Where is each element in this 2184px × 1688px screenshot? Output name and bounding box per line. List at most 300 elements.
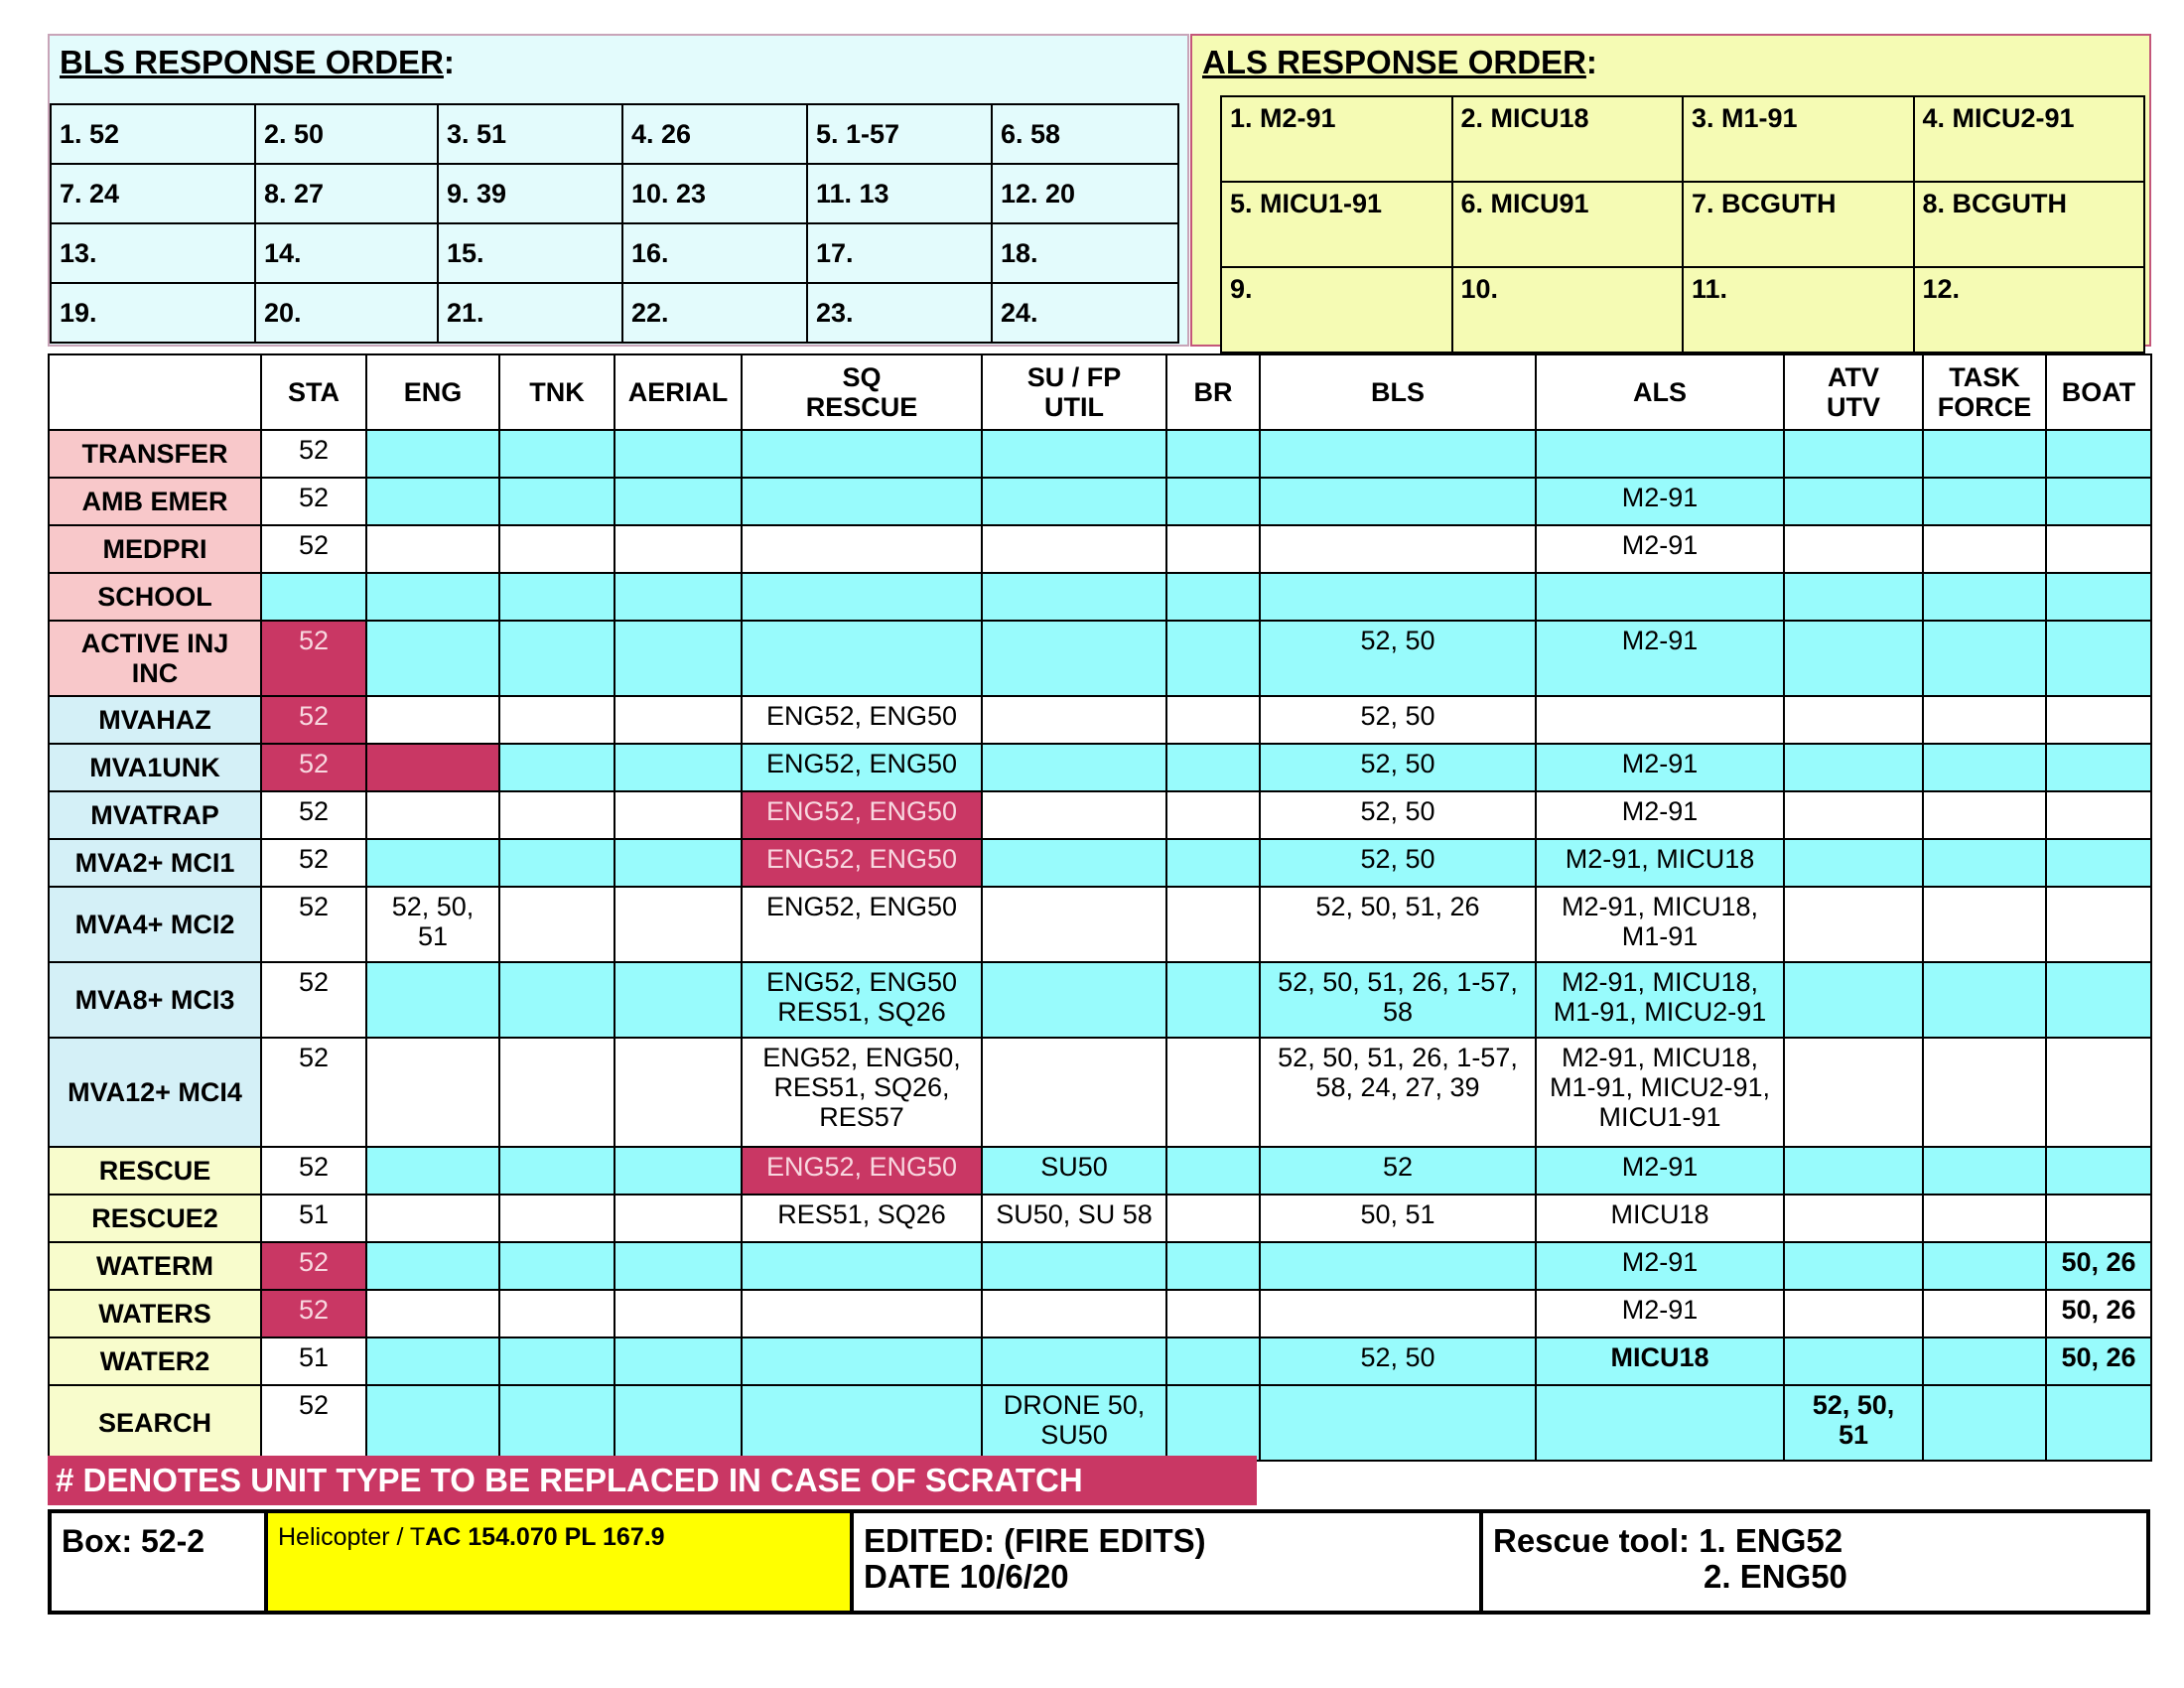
- table-cell: [1923, 962, 2046, 1038]
- table-cell: [1166, 1337, 1260, 1385]
- table-cell: 50, 26: [2046, 1290, 2151, 1337]
- table-cell: DRONE 50, SU50: [982, 1385, 1166, 1461]
- table-row: [49, 621, 2151, 696]
- table-cell: 50, 26: [2046, 1242, 2151, 1290]
- table-cell: ENG52, ENG50: [742, 744, 982, 791]
- table-cell: 52: [261, 1147, 366, 1195]
- als-order-row: [1221, 96, 2144, 182]
- table-cell: [499, 791, 614, 839]
- table-cell: [366, 1195, 499, 1242]
- helicopter-frequency: Helicopter / TAC 154.070 PL 167.9: [268, 1513, 854, 1611]
- table-cell: 52, 50: [1260, 744, 1536, 791]
- edited-label: EDITED: (FIRE EDITS): [864, 1522, 1206, 1559]
- table-cell: [366, 696, 499, 744]
- table-cell: [982, 791, 1166, 839]
- table-cell: M2-91, MICU18, M1-91, MICU2-91, MICU1-91: [1536, 1038, 1784, 1147]
- table-cell: [742, 1290, 982, 1337]
- table-cell: [2046, 1038, 2151, 1147]
- table-cell: [1784, 696, 1923, 744]
- table-cell: M2-91, MICU18: [1536, 839, 1784, 887]
- table-cell: [2046, 962, 2151, 1038]
- table-cell: [1923, 1147, 2046, 1195]
- table-cell: [1784, 1038, 1923, 1147]
- table-cell: [1923, 1290, 2046, 1337]
- table-cell: 52, 50: [1260, 791, 1536, 839]
- table-cell: SU50: [982, 1147, 1166, 1195]
- bls-order-row: [51, 223, 1178, 283]
- table-cell: [499, 573, 614, 621]
- table-cell: M2-91: [1536, 744, 1784, 791]
- table-row: [49, 525, 2151, 573]
- table-cell: [366, 525, 499, 573]
- table-cell: [614, 839, 742, 887]
- table-cell: ENG52, ENG50: [742, 696, 982, 744]
- table-cell: [1536, 573, 1784, 621]
- table-cell: [1166, 1038, 1260, 1147]
- table-cell: [366, 839, 499, 887]
- bls-order-grid: [50, 103, 1179, 344]
- row-label: MEDPRI: [49, 525, 261, 573]
- table-cell: [1923, 744, 2046, 791]
- table-cell: [1536, 430, 1784, 478]
- table-cell: [366, 1147, 499, 1195]
- scratch-note: # DENOTES UNIT TYPE TO BE REPLACED IN CASE OF SCRATCH: [48, 1456, 1257, 1505]
- edit-info: [854, 1513, 1483, 1611]
- als-order-grid: [1220, 95, 2145, 353]
- table-cell: [742, 573, 982, 621]
- table-cell: 51: [261, 1195, 366, 1242]
- row-label: ACTIVE INJ INC: [49, 621, 261, 696]
- table-cell: ENG52, ENG50: [742, 887, 982, 962]
- table-cell: [2046, 839, 2151, 887]
- bls-order-cell: 15.: [438, 223, 622, 283]
- table-cell: [1784, 621, 1923, 696]
- table-row: [49, 1242, 2151, 1290]
- table-row: [49, 1147, 2151, 1195]
- table-cell: [1784, 1290, 1923, 1337]
- table-cell: [982, 525, 1166, 573]
- als-order-row: [1221, 182, 2144, 267]
- table-cell: RES51, SQ26: [742, 1195, 982, 1242]
- bls-order-cell: 3. 51: [438, 104, 622, 164]
- table-cell: [2046, 525, 2151, 573]
- als-order-cell: 10.: [1452, 267, 1684, 352]
- table-cell: [366, 621, 499, 696]
- table-cell: 52: [261, 696, 366, 744]
- row-label: MVA8+ MCI3: [49, 962, 261, 1038]
- table-cell: [614, 573, 742, 621]
- table-row: [49, 1337, 2151, 1385]
- table-cell: [614, 962, 742, 1038]
- table-cell: [982, 1337, 1166, 1385]
- table-cell: [1923, 430, 2046, 478]
- table-cell: [1166, 887, 1260, 962]
- column-header: SU / FP UTIL: [982, 354, 1166, 430]
- table-cell: [982, 962, 1166, 1038]
- column-header: AERIAL: [614, 354, 742, 430]
- table-cell: [1260, 573, 1536, 621]
- table-cell: [614, 621, 742, 696]
- table-row: [49, 744, 2151, 791]
- table-cell: [2046, 744, 2151, 791]
- table-cell: 52: [261, 887, 366, 962]
- table-row: [49, 696, 2151, 744]
- table-cell: [1260, 478, 1536, 525]
- table-cell: [1923, 573, 2046, 621]
- table-cell: [614, 525, 742, 573]
- table-cell: [614, 744, 742, 791]
- table-cell: [1260, 430, 1536, 478]
- table-cell: [366, 1242, 499, 1290]
- table-cell: [366, 430, 499, 478]
- als-order-cell: 12.: [1914, 267, 2145, 352]
- table-cell: [1166, 696, 1260, 744]
- table-cell: [1166, 1195, 1260, 1242]
- table-cell: [1784, 573, 1923, 621]
- table-cell: [1166, 430, 1260, 478]
- table-cell: [1166, 478, 1260, 525]
- table-cell: [614, 1147, 742, 1195]
- row-label: AMB EMER: [49, 478, 261, 525]
- table-cell: [614, 887, 742, 962]
- table-cell: [614, 1290, 742, 1337]
- table-cell: [499, 744, 614, 791]
- table-cell: [1923, 791, 2046, 839]
- table-cell: [742, 525, 982, 573]
- table-cell: [1923, 839, 2046, 887]
- table-cell: [1923, 478, 2046, 525]
- table-cell: M2-91: [1536, 1147, 1784, 1195]
- table-cell: [614, 1385, 742, 1461]
- table-cell: [366, 1337, 499, 1385]
- table-cell: [499, 1195, 614, 1242]
- table-row: [49, 839, 2151, 887]
- table-cell: [614, 1195, 742, 1242]
- table-cell: [1784, 1337, 1923, 1385]
- table-cell: [982, 621, 1166, 696]
- table-cell: [982, 430, 1166, 478]
- als-order-cell: 8. BCGUTH: [1914, 182, 2145, 267]
- table-cell: [2046, 430, 2151, 478]
- column-header: ATV UTV: [1784, 354, 1923, 430]
- table-cell: [1784, 791, 1923, 839]
- table-cell: MICU18: [1536, 1195, 1784, 1242]
- table-cell: 52: [261, 1038, 366, 1147]
- table-cell: [366, 791, 499, 839]
- table-cell: [499, 839, 614, 887]
- table-row: [49, 1290, 2151, 1337]
- row-label: RESCUE2: [49, 1195, 261, 1242]
- table-cell: [1784, 1195, 1923, 1242]
- bls-order-cell: 13.: [51, 223, 255, 283]
- table-cell: SU50, SU 58: [982, 1195, 1166, 1242]
- table-row: [49, 430, 2151, 478]
- table-cell: 52: [1260, 1147, 1536, 1195]
- row-label: MVA2+ MCI1: [49, 839, 261, 887]
- als-order-cell: 7. BCGUTH: [1683, 182, 1914, 267]
- bls-order-cell: 20.: [255, 283, 438, 343]
- bls-order-cell: 7. 24: [51, 164, 255, 223]
- table-cell: [1923, 621, 2046, 696]
- table-cell: M2-91: [1536, 791, 1784, 839]
- table-cell: [2046, 621, 2151, 696]
- table-cell: [1923, 525, 2046, 573]
- column-header: BLS: [1260, 354, 1536, 430]
- table-cell: ENG52, ENG50: [742, 839, 982, 887]
- table-cell: [982, 839, 1166, 887]
- dispatch-table-header: [49, 354, 2151, 430]
- table-cell: 52, 50: [1260, 839, 1536, 887]
- table-cell: [1166, 525, 1260, 573]
- table-cell: [742, 1242, 982, 1290]
- row-label: TRANSFER: [49, 430, 261, 478]
- table-cell: 52, 50, 51: [1784, 1385, 1923, 1461]
- table-cell: [499, 525, 614, 573]
- table-cell: [1166, 1385, 1260, 1461]
- table-cell: M2-91: [1536, 621, 1784, 696]
- table-cell: [1923, 1337, 2046, 1385]
- table-cell: 52: [261, 621, 366, 696]
- row-label: SEARCH: [49, 1385, 261, 1461]
- table-cell: [1260, 1385, 1536, 1461]
- table-cell: [1923, 887, 2046, 962]
- table-cell: [614, 1038, 742, 1147]
- row-label: MVA4+ MCI2: [49, 887, 261, 962]
- table-cell: [366, 1290, 499, 1337]
- table-cell: [982, 744, 1166, 791]
- table-cell: [1784, 1147, 1923, 1195]
- table-row: [49, 1385, 2151, 1461]
- bls-order-row: [51, 283, 1178, 343]
- row-label: MVA1UNK: [49, 744, 261, 791]
- table-cell: 50, 26: [2046, 1337, 2151, 1385]
- als-order-row: [1221, 267, 2144, 352]
- table-cell: [1166, 1290, 1260, 1337]
- table-cell: ENG52, ENG50, RES51, SQ26, RES57: [742, 1038, 982, 1147]
- table-cell: 52, 50: [1260, 1337, 1536, 1385]
- table-cell: [499, 1290, 614, 1337]
- column-header: ALS: [1536, 354, 1784, 430]
- table-cell: [1784, 1242, 1923, 1290]
- table-cell: [742, 1337, 982, 1385]
- bls-title: BLS RESPONSE ORDER:: [60, 44, 455, 80]
- bls-order-cell: 12. 20: [992, 164, 1178, 223]
- table-cell: [499, 621, 614, 696]
- table-cell: [1260, 1242, 1536, 1290]
- column-header: TASK FORCE: [1923, 354, 2046, 430]
- footer: [48, 1509, 2150, 1615]
- bls-order-cell: 18.: [992, 223, 1178, 283]
- table-cell: [499, 887, 614, 962]
- table-cell: [614, 478, 742, 525]
- table-cell: [1166, 573, 1260, 621]
- column-header: SQ RESCUE: [742, 354, 982, 430]
- table-cell: 52: [261, 478, 366, 525]
- table-cell: 52: [261, 525, 366, 573]
- table-cell: M2-91, MICU18, M1-91, MICU2-91: [1536, 962, 1784, 1038]
- table-cell: [366, 478, 499, 525]
- table-cell: [1166, 621, 1260, 696]
- row-label: WATER2: [49, 1337, 261, 1385]
- table-cell: [1923, 1385, 2046, 1461]
- table-cell: [1923, 1242, 2046, 1290]
- table-cell: [742, 1385, 982, 1461]
- table-cell: [1784, 839, 1923, 887]
- table-cell: [2046, 478, 2151, 525]
- table-cell: [366, 962, 499, 1038]
- table-cell: [614, 791, 742, 839]
- table-cell: [1784, 430, 1923, 478]
- table-cell: [366, 1038, 499, 1147]
- bls-response-order-panel: [48, 34, 1189, 347]
- table-cell: ENG52, ENG50: [742, 791, 982, 839]
- box-number: Box: 52-2: [52, 1513, 268, 1611]
- table-cell: 52, 50, 51, 26: [1260, 887, 1536, 962]
- column-header: STA: [261, 354, 366, 430]
- column-header: BOAT: [2046, 354, 2151, 430]
- table-cell: M2-91: [1536, 478, 1784, 525]
- table-cell: [2046, 1147, 2151, 1195]
- table-cell: [261, 573, 366, 621]
- bls-order-cell: 10. 23: [622, 164, 807, 223]
- row-label: MVATRAP: [49, 791, 261, 839]
- bls-order-cell: 14.: [255, 223, 438, 283]
- table-cell: [499, 1385, 614, 1461]
- table-cell: [366, 1385, 499, 1461]
- table-cell: ENG52, ENG50 RES51, SQ26: [742, 962, 982, 1038]
- bls-order-row: [51, 104, 1178, 164]
- table-cell: 52: [261, 839, 366, 887]
- table-cell: [614, 1337, 742, 1385]
- table-cell: 52: [261, 1290, 366, 1337]
- als-order-cell: 1. M2-91: [1221, 96, 1452, 182]
- table-cell: [614, 1242, 742, 1290]
- table-cell: M2-91, MICU18, M1-91: [1536, 887, 1784, 962]
- table-row: [49, 1038, 2151, 1147]
- bls-order-cell: 6. 58: [992, 104, 1178, 164]
- row-label: WATERS: [49, 1290, 261, 1337]
- table-cell: [982, 887, 1166, 962]
- table-cell: [982, 1038, 1166, 1147]
- table-cell: [614, 430, 742, 478]
- table-cell: [1784, 887, 1923, 962]
- table-cell: M2-91: [1536, 525, 1784, 573]
- table-cell: [499, 430, 614, 478]
- bls-order-cell: 24.: [992, 283, 1178, 343]
- table-cell: [2046, 1195, 2151, 1242]
- table-cell: [2046, 887, 2151, 962]
- table-cell: [2046, 1385, 2151, 1461]
- table-cell: [1166, 1147, 1260, 1195]
- table-cell: [1923, 1038, 2046, 1147]
- table-cell: ENG52, ENG50: [742, 1147, 982, 1195]
- column-header: ENG: [366, 354, 499, 430]
- table-cell: 52: [261, 430, 366, 478]
- table-cell: 52: [261, 744, 366, 791]
- row-label: RESCUE: [49, 1147, 261, 1195]
- table-cell: 50, 51: [1260, 1195, 1536, 1242]
- table-cell: [982, 1290, 1166, 1337]
- table-cell: 52, 50, 51, 26, 1-57, 58: [1260, 962, 1536, 1038]
- edit-date: DATE 10/6/20: [864, 1558, 1069, 1595]
- table-cell: [1166, 791, 1260, 839]
- bls-order-cell: 16.: [622, 223, 807, 283]
- table-cell: [1784, 525, 1923, 573]
- table-cell: MICU18: [1536, 1337, 1784, 1385]
- als-title: ALS RESPONSE ORDER:: [1202, 44, 1597, 80]
- table-cell: [2046, 573, 2151, 621]
- als-order-cell: 9.: [1221, 267, 1452, 352]
- table-row: [49, 573, 2151, 621]
- table-cell: [1166, 744, 1260, 791]
- table-cell: [1166, 962, 1260, 1038]
- table-cell: [982, 696, 1166, 744]
- bls-order-cell: 4. 26: [622, 104, 807, 164]
- table-cell: [366, 744, 499, 791]
- bls-order-cell: 22.: [622, 283, 807, 343]
- column-header: BR: [1166, 354, 1260, 430]
- table-cell: M2-91: [1536, 1242, 1784, 1290]
- table-cell: [499, 1242, 614, 1290]
- table-cell: [499, 1337, 614, 1385]
- table-cell: [499, 1147, 614, 1195]
- table-row: [49, 478, 2151, 525]
- table-cell: 52: [261, 1385, 366, 1461]
- bls-order-cell: 19.: [51, 283, 255, 343]
- table-cell: [1784, 962, 1923, 1038]
- table-cell: 52, 50, 51, 26, 1-57, 58, 24, 27, 39: [1260, 1038, 1536, 1147]
- table-cell: [499, 1038, 614, 1147]
- table-cell: [1260, 1290, 1536, 1337]
- column-header: TNK: [499, 354, 614, 430]
- table-cell: [742, 478, 982, 525]
- table-cell: 52: [261, 791, 366, 839]
- table-cell: [982, 1242, 1166, 1290]
- table-cell: [742, 621, 982, 696]
- bls-order-cell: 17.: [807, 223, 992, 283]
- bls-order-cell: 23.: [807, 283, 992, 343]
- table-row: [49, 887, 2151, 962]
- als-order-cell: 11.: [1683, 267, 1914, 352]
- row-label: WATERM: [49, 1242, 261, 1290]
- bls-order-cell: 8. 27: [255, 164, 438, 223]
- table-row: [49, 791, 2151, 839]
- bls-order-row: [51, 164, 1178, 223]
- table-cell: [1784, 478, 1923, 525]
- table-cell: 52, 50, 51: [366, 887, 499, 962]
- table-cell: [2046, 696, 2151, 744]
- bls-order-cell: 9. 39: [438, 164, 622, 223]
- als-order-cell: 5. MICU1-91: [1221, 182, 1452, 267]
- table-cell: [1923, 1195, 2046, 1242]
- table-cell: [1923, 696, 2046, 744]
- bls-order-cell: 5. 1-57: [807, 104, 992, 164]
- als-order-cell: 6. MICU91: [1452, 182, 1684, 267]
- bls-order-cell: 11. 13: [807, 164, 992, 223]
- table-cell: M2-91: [1536, 1290, 1784, 1337]
- als-order-cell: 4. MICU2-91: [1914, 96, 2145, 182]
- table-cell: [982, 573, 1166, 621]
- table-cell: [742, 430, 982, 478]
- table-cell: [614, 696, 742, 744]
- bls-order-cell: 1. 52: [51, 104, 255, 164]
- bls-order-cell: 2. 50: [255, 104, 438, 164]
- row-label: MVAHAZ: [49, 696, 261, 744]
- table-cell: 52, 50: [1260, 621, 1536, 696]
- column-header: [49, 354, 261, 430]
- table-cell: [1536, 1385, 1784, 1461]
- als-response-order-panel: [1190, 34, 2151, 347]
